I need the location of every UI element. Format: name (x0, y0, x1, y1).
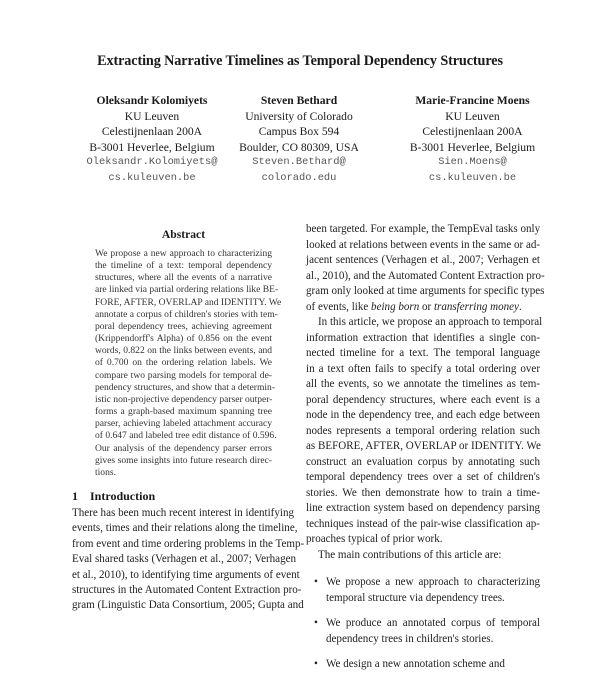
text-span: . (518, 300, 522, 313)
introduction-body (72, 506, 305, 614)
author-email: Sien.Moens@ (438, 156, 507, 169)
author-address: B-3001 Heverlee, Belgium (409, 140, 536, 154)
bullet-icon: • (314, 658, 318, 670)
author-address: Campus Box 594 (258, 125, 340, 139)
author-email: Steven.Bethard@ (252, 156, 346, 169)
abstract-line: FORE, AFTER, OVERLAP and IDENTITY. We (95, 296, 282, 308)
body-line: node in the dependency tree, and each edge between (306, 409, 540, 421)
abstract-line: the timeline of a text: temporal dependency (95, 260, 272, 272)
author-name: Marie-Francine Moens (415, 94, 530, 107)
author-block (62, 93, 242, 187)
author-affiliation: KU Leuven (124, 109, 180, 123)
abstract-line: of 0.647 and labeled tree edit distance of 0.596. (95, 430, 277, 442)
abstract-line: annotate a corpus of children's stories with tem- (95, 308, 278, 320)
abstract-line: (Krippendorff's Alpha) of 0.856 on the event (95, 333, 272, 345)
body-line: proaches typical of prior work. (306, 533, 443, 545)
abstract-line: compare two parsing models for temporal de- (95, 369, 272, 381)
author-block (239, 93, 359, 187)
body-line: poral dependency structures, where each event is a (306, 393, 540, 406)
bullet-line: temporal structure via dependency trees. (326, 591, 505, 604)
contributions-intro: The main contributions of this article are: (318, 548, 502, 561)
text-span: or (419, 300, 434, 313)
intro-line: et al., 2010), to identifying time arguments of event (72, 568, 300, 581)
body-line: al., 2010), and the Automated Content Extraction pro- (306, 269, 545, 282)
body-line: gram only looked at time arguments for specific types (306, 285, 545, 297)
body-line (306, 300, 540, 316)
abstract-line: Our analysis of the dependency parser errors (95, 442, 272, 454)
body-line: nodes represents a temporal ordering relation such (306, 424, 540, 437)
body-line: construct an evaluation corpus by annotating such (306, 455, 540, 468)
body-line: temporal dependency trees over a set of children's (306, 471, 540, 483)
intro-line: events, times and their relations along the timeline, (72, 522, 298, 535)
body-line: information extraction that identifies a single con- (306, 331, 540, 344)
author-email: colorado.edu (261, 171, 337, 184)
author-affiliation: KU Leuven (445, 109, 500, 123)
text-span: of events, like (306, 300, 372, 313)
abstract-line: istic non-projective dependency parser outper- (95, 393, 273, 405)
author-address: B-3001 Heverlee, Belgium (89, 140, 215, 154)
contributions-list (306, 575, 540, 673)
body-line: jacent sentences (Verhagen et al., 2007; Verhagen et (306, 254, 540, 266)
section-number: 1 (72, 489, 78, 503)
section-heading (72, 489, 155, 504)
author-affiliation: University of Colorado (245, 109, 353, 123)
body-line: as BEFORE, AFTER, OVERLAP or IDENTITY. We (306, 440, 541, 452)
abstract-line: of 0.700 on the ordering relation labels. We (95, 357, 272, 369)
section-title: Introduction (90, 489, 156, 503)
body-line: looked at relations between events in the same or ad- (306, 238, 541, 251)
author-name: Oleksandr Kolomiyets (96, 94, 208, 107)
intro-line: from event and time ordering problems in the Temp- (72, 537, 305, 550)
author-email: Oleksandr.Kolomiyets@ (86, 156, 218, 169)
abstract-line: words, 0.822 on the links between events, and (95, 345, 272, 357)
author-address: Celestijnenlaan 200A (422, 125, 523, 139)
body-line: in a text often fails to specify a total ordering over (306, 362, 540, 375)
italic-term: being born (371, 300, 420, 313)
abstract-line: are linked via partial ordering relations like BE- (95, 284, 279, 296)
body-line: stories. We then demonstrate how to train a time- (306, 486, 540, 499)
abstract-line: pendency structures, and show that a determin- (95, 381, 276, 393)
abstract-line: tions. (95, 466, 116, 478)
body-line: all the events, so we annotate the timelines as tem- (306, 378, 540, 390)
list-item (306, 575, 540, 606)
author-address: Boulder, CO 80309, USA (239, 140, 359, 154)
intro-line: Eval shared tasks (Verhagen et al., 2007; Verhagen (72, 553, 297, 566)
author-email: cs.kuleuven.be (428, 171, 517, 184)
abstract-line: We propose a new approach to characterizing (95, 248, 272, 259)
abstract-line: poral dependency trees, achieving agreement (95, 320, 272, 332)
body-line: In this article, we propose an approach to temporal (318, 316, 543, 328)
abstract-line: gives some insights into future research direc- (95, 454, 272, 466)
bullet-line: We produce an annotated corpus of temporal (326, 617, 540, 629)
list-item (306, 616, 540, 647)
right-column (306, 222, 545, 683)
abstract-body (95, 248, 282, 479)
bullet-icon: • (314, 576, 318, 588)
abstract-line: forms a graph-based maximum spanning tree (95, 406, 272, 418)
author-name: Steven Bethard (260, 94, 338, 107)
intro-line: There has been much recent interest in identifying (72, 507, 294, 519)
intro-line: structures in the Automated Content Extraction pro- (72, 584, 302, 597)
bullet-line: dependency trees in children's stories. (326, 632, 494, 645)
list-item (306, 657, 540, 673)
abstract-line: parser, achieving labeled attachment accuracy (95, 418, 272, 430)
body-line: nected timeline for a text. The temporal language (306, 347, 540, 359)
bullet-line: We design a new annotation scheme and (326, 658, 505, 670)
bullet-line: We propose a new approach to characterizing (326, 576, 540, 588)
bullet-icon: • (314, 617, 318, 629)
abstract-heading: Abstract (161, 228, 206, 241)
author-email: cs.kuleuven.be (108, 171, 196, 184)
body-line: been targeted. For example, the TempEval tasks only (306, 223, 541, 235)
paper-title: Extracting Narrative Timelines as Temporal Dependency Structures (97, 53, 503, 69)
body-line: line extraction system based on dependency parsing (306, 502, 540, 514)
author-block (380, 93, 565, 187)
italic-term: transferring money (433, 300, 519, 313)
author-address: Celestijnenlaan 200A (101, 125, 203, 139)
body-line: techniques instead of the pair-wise classification ap- (306, 517, 540, 530)
intro-line: gram (Linguistic Data Consortium, 2005; Gupta and (72, 599, 304, 612)
abstract-line: structures, where all the events of a narrative (95, 272, 272, 284)
